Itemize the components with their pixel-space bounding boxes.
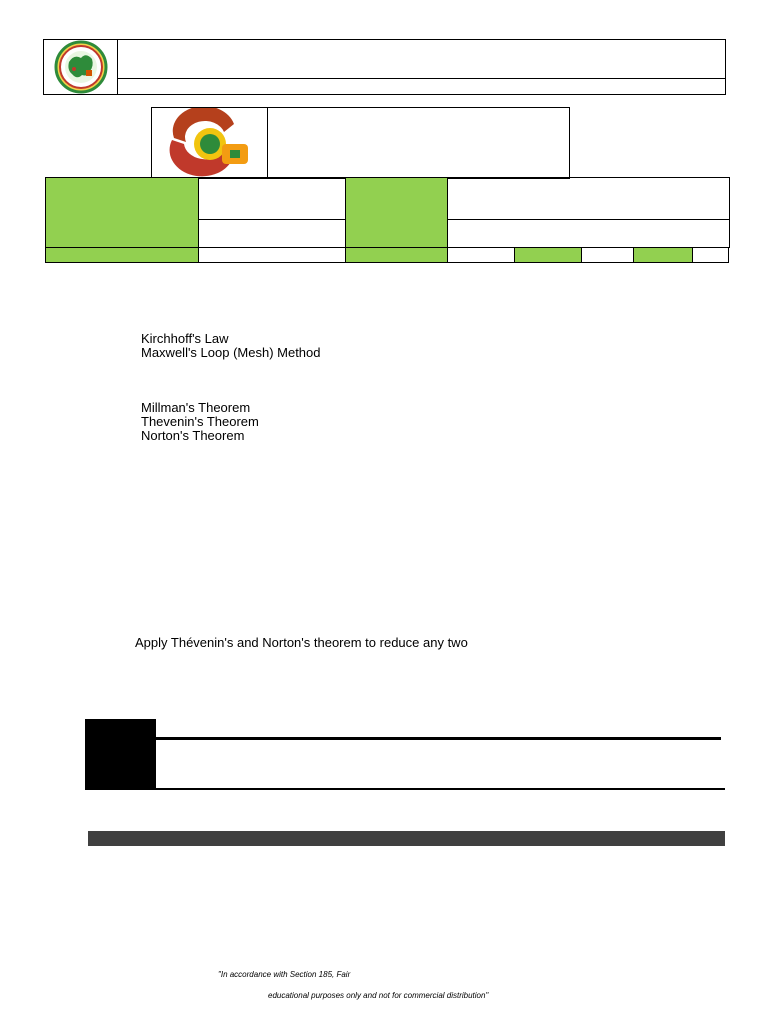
grid-row-cell-7	[633, 247, 693, 263]
section-underline-thin	[156, 788, 725, 790]
grid-value-cell-3	[447, 177, 730, 220]
section-black-block	[85, 719, 156, 790]
grid-label-cell-2	[345, 177, 448, 248]
header-table	[43, 39, 726, 95]
grid-value-cell-1	[198, 177, 346, 220]
university-seal-cell	[43, 39, 118, 95]
department-logo	[152, 108, 267, 178]
grid-row-cell-4	[447, 247, 515, 263]
grid-row-cell-6	[581, 247, 634, 263]
header-row-divider	[117, 78, 726, 79]
topic-thevenin: Thevenin's Theorem	[141, 414, 259, 429]
grid-row-cell-8	[692, 247, 729, 263]
department-logo-cell	[151, 107, 268, 179]
grid-row-cell-5	[514, 247, 582, 263]
footer-copyright-line1: "In accordance with Section 185, Fair	[218, 970, 351, 979]
grid-label-cell-1	[45, 177, 199, 248]
grid-row-cell-3	[345, 247, 448, 263]
dark-divider-bar	[88, 831, 725, 846]
grid-value-cell-4	[447, 219, 730, 248]
grid-value-cell-2	[198, 219, 346, 248]
objective-text: Apply Thévenin's and Norton's theorem to reduce any two	[135, 635, 468, 650]
grid-row-cell-2	[198, 247, 346, 263]
topic-mesh-method: Maxwell's Loop (Mesh) Method	[141, 345, 321, 360]
university-seal-logo	[44, 40, 117, 94]
footer-copyright-line2: educational purposes only and not for commercial distribution"	[268, 991, 489, 1000]
topic-millman: Millman's Theorem	[141, 400, 251, 415]
section-underline-thick	[156, 737, 721, 740]
topic-norton: Norton's Theorem	[141, 428, 245, 443]
grid-row-cell-1	[45, 247, 199, 263]
topic-kirchhoff: Kirchhoff's Law	[141, 331, 229, 346]
